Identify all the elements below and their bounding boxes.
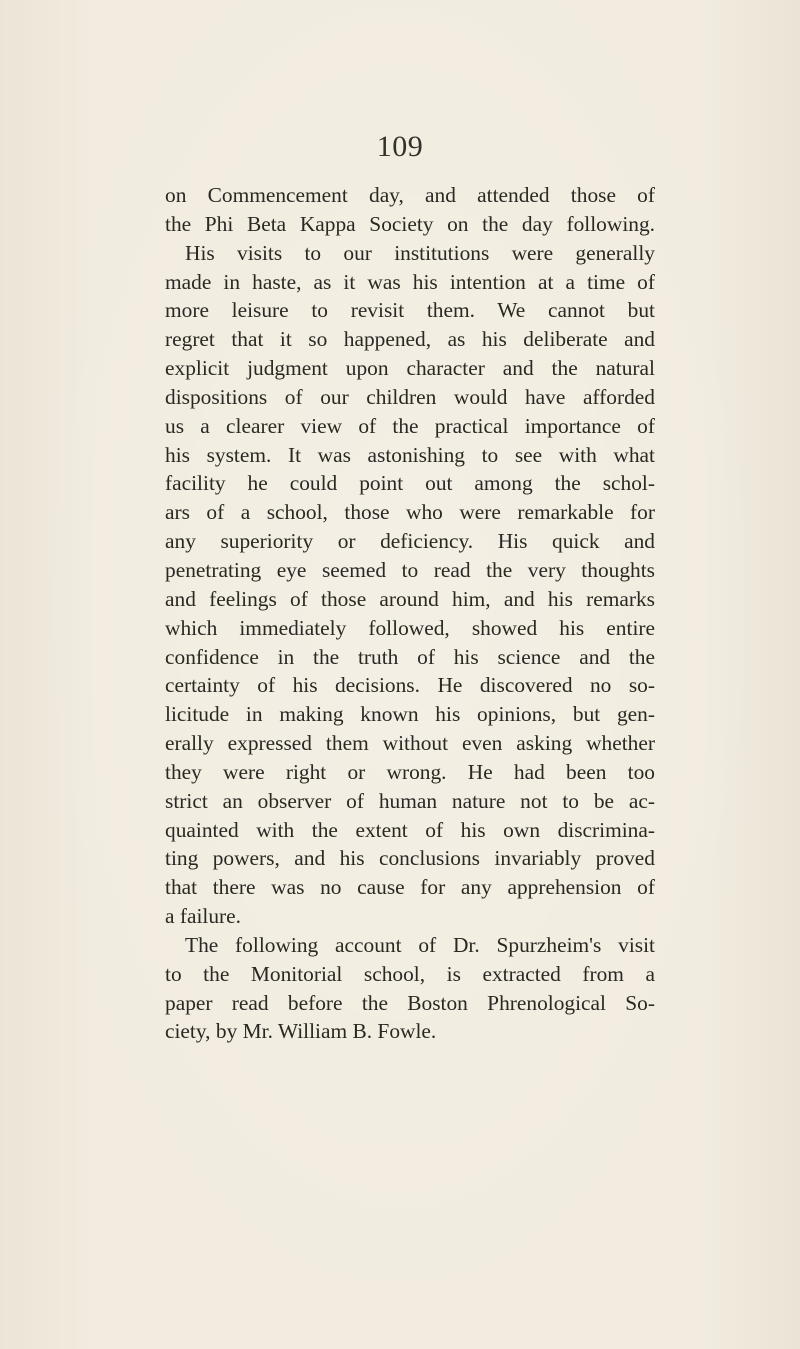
text-line: us a clearer view of the practical importance of [165, 413, 655, 438]
paragraph-2 [165, 931, 655, 1046]
text-line: they were right or wrong. He had been too [165, 759, 655, 784]
text-line: that there was no cause for any apprehension of [165, 875, 655, 900]
text-line: strict an observer of human nature not to be ac- [165, 788, 655, 813]
text-line: and feelings of those around him, and his remarks [165, 586, 655, 611]
text-line: any superiority or deficiency. His quick and [165, 529, 655, 554]
text-line: ciety, by Mr. William B. Fowle. [165, 1019, 437, 1044]
text-line: on Commencement day, and attended those of [165, 183, 655, 207]
text-line: His visits to our institutions were generally [185, 240, 655, 265]
text-line: paper read before the Boston Phrenological So- [165, 990, 655, 1015]
text-line: ting powers, and his conclusions invariably proved [165, 846, 655, 871]
text-line: more leisure to revisit them. We cannot but [165, 298, 655, 323]
text-line: his system. It was astonishing to see with what [165, 442, 655, 467]
text-line: confidence in the truth of his science and the [165, 644, 655, 669]
text-line: licitude in making known his opinions, but gen- [165, 702, 655, 727]
text-line: dispositions of our children would have afforded [165, 384, 655, 409]
text-line: regret that it so happened, as his deliberate and [165, 327, 655, 352]
text-line: ars of a school, those who were remarkable for [165, 500, 655, 525]
text-line: The following account of Dr. Spurzheim's visit [185, 932, 655, 957]
text-line: to the Monitorial school, is extracted from a [165, 961, 655, 986]
text-line: erally expressed them without even asking whether [165, 731, 655, 756]
text-line: a failure. [165, 904, 242, 929]
page-number: 109 [376, 130, 424, 163]
text-line: explicit judgment upon character and the natural [165, 356, 655, 381]
text-line: facility he could point out among the schol- [165, 471, 655, 496]
paragraph-1 [165, 181, 655, 931]
text-line: which immediately followed, showed his entire [165, 615, 655, 640]
text-line: quainted with the extent of his own discrimina- [165, 817, 655, 842]
text-line: certainty of his decisions. He discovered no so- [165, 673, 655, 698]
text-line: the Phi Beta Kappa Society on the day following. [165, 211, 655, 236]
body-text [165, 181, 655, 1046]
text-line: made in haste, as it was his intention at a time of [165, 269, 655, 294]
text-line: penetrating eye seemed to read the very thoughts [165, 557, 655, 582]
